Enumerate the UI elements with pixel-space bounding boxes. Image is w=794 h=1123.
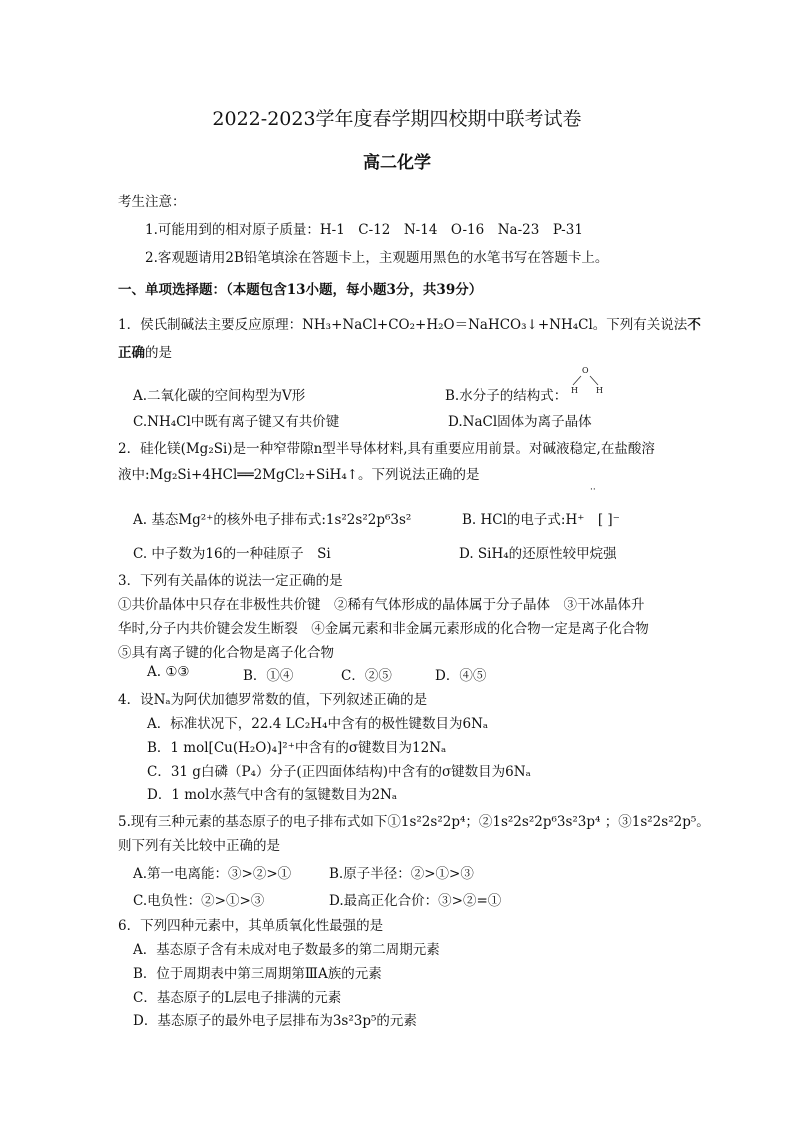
q4-stem: 4．设Nₐ为阿伏加德罗常数的值，下列叙述正确的是 <box>118 692 428 708</box>
q3-option-b: B．①④ <box>243 668 294 684</box>
q2-option-c: C. 中子数为16的一种硅原子 Si <box>133 546 331 562</box>
water-hydrogen-label-2: H <box>596 386 603 395</box>
q1-stem-text: 1．侯氏制碱法主要反应原理：NH₃+NaCl+CO₂+H₂O＝NaHCO₃↓+NH₄Cl。下列有关说法 <box>118 317 688 333</box>
q3-statement-line3: ⑤具有离子键的化合物是离子化合物 <box>118 645 334 661</box>
q2-electron-dots: ·· <box>590 485 596 495</box>
q2-stem-line2: 液中:Mg₂Si+4HCl══2MgCl₂+SiH₄↑。下列说法正确的是 <box>118 467 480 483</box>
q1-stem-line2 <box>118 341 172 361</box>
q1-option-c: C.NH₄Cl中既有离子键又有共价键 <box>133 414 340 430</box>
q5-option-a: A.第一电离能：③>②>① <box>133 866 292 882</box>
q5-option-d: D.最高正化合价：③>②=① <box>329 893 502 909</box>
section-heading: 一、单项选择题：（本题包含13小题，每小题3分，共39分） <box>118 282 483 298</box>
q4-option-c: C．31 g白磷（P₄）分子(正四面体结构)中含有的σ键数目为6Nₐ <box>147 764 531 780</box>
q6-stem: 6．下列四种元素中，其单质氧化性最强的是 <box>118 918 384 934</box>
q3-option-c: C．②⑤ <box>341 668 392 684</box>
q5-option-c: C.电负性：②>①>③ <box>133 893 265 909</box>
q4-option-b: B．1 mol[Cu(H₂O)₄]²⁺中含有的σ键数目为12Nₐ <box>147 740 447 756</box>
q3-statement-line2: 华时,分子内共价键会发生断裂 ④金属元素和非金属元素形成的化合物一定是离子化合物 <box>118 621 649 637</box>
q3-option-d: D．④⑤ <box>435 668 487 684</box>
q1-stem-emphasis-2: 正确 <box>118 345 145 361</box>
q2-option-a: A. 基态Mg²⁺的核外电子排布式:1s²2s²2p⁶3s² <box>133 512 412 528</box>
notes-heading: 考生注意： <box>118 194 186 210</box>
q1-stem-emphasis-1: 不 <box>687 317 701 333</box>
q2-option-d: D. SiH₄的还原性较甲烷强 <box>459 546 617 562</box>
q1-option-a: A.二氧化碳的空间构型为V形 <box>133 388 306 404</box>
q1-stem-end: 的是 <box>145 345 172 361</box>
q6-option-a: A．基态原子含有未成对电子数最多的第二周期元素 <box>133 942 440 958</box>
water-oxygen-label: O <box>582 366 589 375</box>
q3-option-a: A. ①③ <box>147 664 190 680</box>
note-2: 2.客观题请用2B铅笔填涂在答题卡上，主观题用黑色的水笔书写在答题卡上。 <box>145 250 609 266</box>
q1-stem <box>118 313 701 333</box>
q1-option-b: B.水分子的结构式： <box>445 388 568 404</box>
q4-option-d: D．1 mol水蒸气中含有的氢键数目为2Nₐ <box>147 787 398 803</box>
q5-stem-line2: 则下列有关比较中正确的是 <box>118 838 280 854</box>
q1-option-d: D.NaCl固体为离子晶体 <box>448 414 592 430</box>
q5-option-b: B.原子半径：②>①>③ <box>329 866 474 882</box>
exam-subtitle: 高二化学 <box>363 153 431 173</box>
q3-stem: 3．下列有关晶体的说法一定正确的是 <box>118 573 343 589</box>
q3-statement-line1: ①共价晶体中只存在非极性共价键 ②稀有气体形成的晶体属于分子晶体 ③干冰晶体升 <box>118 597 645 613</box>
water-hydrogen-label-1: H <box>571 386 578 395</box>
q2-stem-line1: 2．硅化镁(Mg₂Si)是一种窄带隙n型半导体材料,具有重要应用前景。对碱液稳定,在盐酸溶 <box>118 441 655 457</box>
exam-title: 2022-2023学年度春学期四校期中联考试卷 <box>212 108 582 130</box>
q2-option-b: B. HCl的电子式:H⁺ [ ]⁻ <box>462 512 620 528</box>
q6-option-c: C．基态原子的L层电子排满的元素 <box>133 990 342 1006</box>
q6-option-d: D．基态原子的最外电子层排布为3s²3p⁵的元素 <box>133 1013 417 1029</box>
note-1: 1.可能用到的相对原子质量：H-1 C-12 N-14 O-16 Na-23 P-31 <box>145 222 583 238</box>
q5-stem-line1: 5.现有三种元素的基态原子的电子排布式如下①1s²2s²2p⁴；②1s²2s²2p⁶3s²3p⁴ ；③1s²2s²2p⁵。 <box>118 814 710 830</box>
q4-option-a: A．标准状况下，22.4 LC₂H₄中含有的极性键数目为6Nₐ <box>147 716 489 732</box>
q6-option-b: B．位于周期表中第三周期第ⅢA族的元素 <box>133 966 382 982</box>
